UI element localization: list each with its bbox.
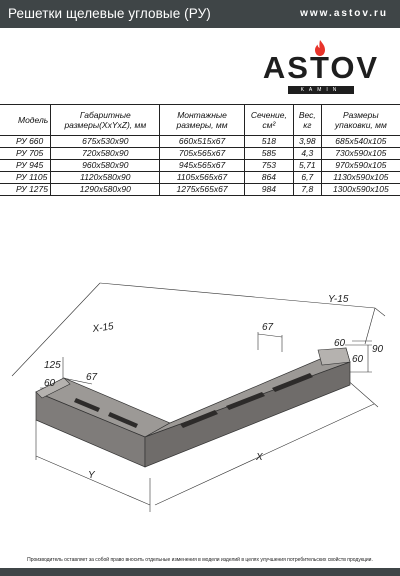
table-row bbox=[0, 148, 400, 160]
table-cell: 1130x590x105 bbox=[321, 172, 400, 184]
table-cell: 1300x590x105 bbox=[321, 184, 400, 196]
table-cell: 518 bbox=[244, 136, 293, 148]
table-cell: 945x565x67 bbox=[160, 160, 244, 172]
label-y: Y bbox=[88, 470, 95, 481]
table-cell: РУ 705 bbox=[0, 148, 51, 160]
table-cell: 585 bbox=[244, 148, 293, 160]
table-cell: 4,3 bbox=[294, 148, 322, 160]
table-cell: 720x580x90 bbox=[51, 148, 160, 160]
table-cell: 1120x580x90 bbox=[51, 172, 160, 184]
grate-body bbox=[36, 348, 350, 467]
astov-logo bbox=[258, 40, 384, 92]
right-arm-front bbox=[145, 362, 350, 467]
table-row bbox=[0, 136, 400, 148]
footer-bar bbox=[0, 568, 400, 576]
table-cell: 1105x565x67 bbox=[160, 172, 244, 184]
logo-wordmark: ASTOV bbox=[262, 50, 380, 85]
column-header: Сечение, см² bbox=[244, 105, 293, 136]
table-cell: РУ 945 bbox=[0, 160, 51, 172]
label-y15: Y-15 bbox=[328, 294, 349, 305]
column-header: Модель bbox=[0, 105, 51, 136]
label-125: 125 bbox=[44, 360, 61, 371]
table-cell: 984 bbox=[244, 184, 293, 196]
spec-table bbox=[0, 104, 400, 196]
label-67-top: 67 bbox=[262, 322, 274, 333]
label-x15: X-15 bbox=[91, 321, 115, 335]
logo-subtitle: KAMIN bbox=[300, 87, 342, 93]
table-cell: 864 bbox=[244, 172, 293, 184]
column-header: Вес, кг bbox=[294, 105, 322, 136]
table-cell: 1275x565x67 bbox=[160, 184, 244, 196]
table-header-row bbox=[0, 105, 400, 136]
table-cell: 685x540x105 bbox=[321, 136, 400, 148]
table-cell: РУ 660 bbox=[0, 136, 51, 148]
table-cell: 730x590x105 bbox=[321, 148, 400, 160]
table-cell: 6,7 bbox=[294, 172, 322, 184]
logo-subtitle-bar bbox=[288, 86, 354, 94]
table-row bbox=[0, 160, 400, 172]
column-header: Габаритные размеры(XxYxZ), мм bbox=[51, 105, 160, 136]
table-row bbox=[0, 172, 400, 184]
footer-note: Производитель оставляет за собой право вносить отдельные изменения в модели изделий в целях улучшения потребительских свойств продукции. bbox=[27, 557, 373, 563]
table-cell: 675x530x90 bbox=[51, 136, 160, 148]
technical-drawing bbox=[0, 240, 400, 540]
right-end-cap bbox=[318, 348, 350, 365]
column-header: Монтажные размеры, мм bbox=[160, 105, 244, 136]
table-cell: 753 bbox=[244, 160, 293, 172]
table-cell: 970x590x105 bbox=[321, 160, 400, 172]
table-cell: 1290x580x90 bbox=[51, 184, 160, 196]
column-header: Размеры упаковки, мм bbox=[321, 105, 400, 136]
table-cell: 7,8 bbox=[294, 184, 322, 196]
label-60-right-top: 60 bbox=[334, 338, 346, 349]
label-60-left: 60 bbox=[44, 378, 56, 389]
label-67-left: 67 bbox=[86, 372, 98, 383]
header-bar bbox=[0, 0, 400, 28]
table-cell: РУ 1105 bbox=[0, 172, 51, 184]
page-title: Решетки щелевые угловые (РУ) bbox=[8, 6, 211, 21]
table-cell: 705x565x67 bbox=[160, 148, 244, 160]
table-cell: РУ 1275 bbox=[0, 184, 51, 196]
label-90: 90 bbox=[372, 344, 384, 355]
table-cell: 660x515x67 bbox=[160, 136, 244, 148]
table-row bbox=[0, 184, 400, 196]
table-cell: 960x580x90 bbox=[51, 160, 160, 172]
label-x: X bbox=[256, 452, 263, 463]
table-cell: 3,98 bbox=[294, 136, 322, 148]
site-url[interactable]: www.astov.ru bbox=[300, 8, 388, 19]
table-cell: 5,71 bbox=[294, 160, 322, 172]
label-60-right: 60 bbox=[352, 354, 364, 365]
